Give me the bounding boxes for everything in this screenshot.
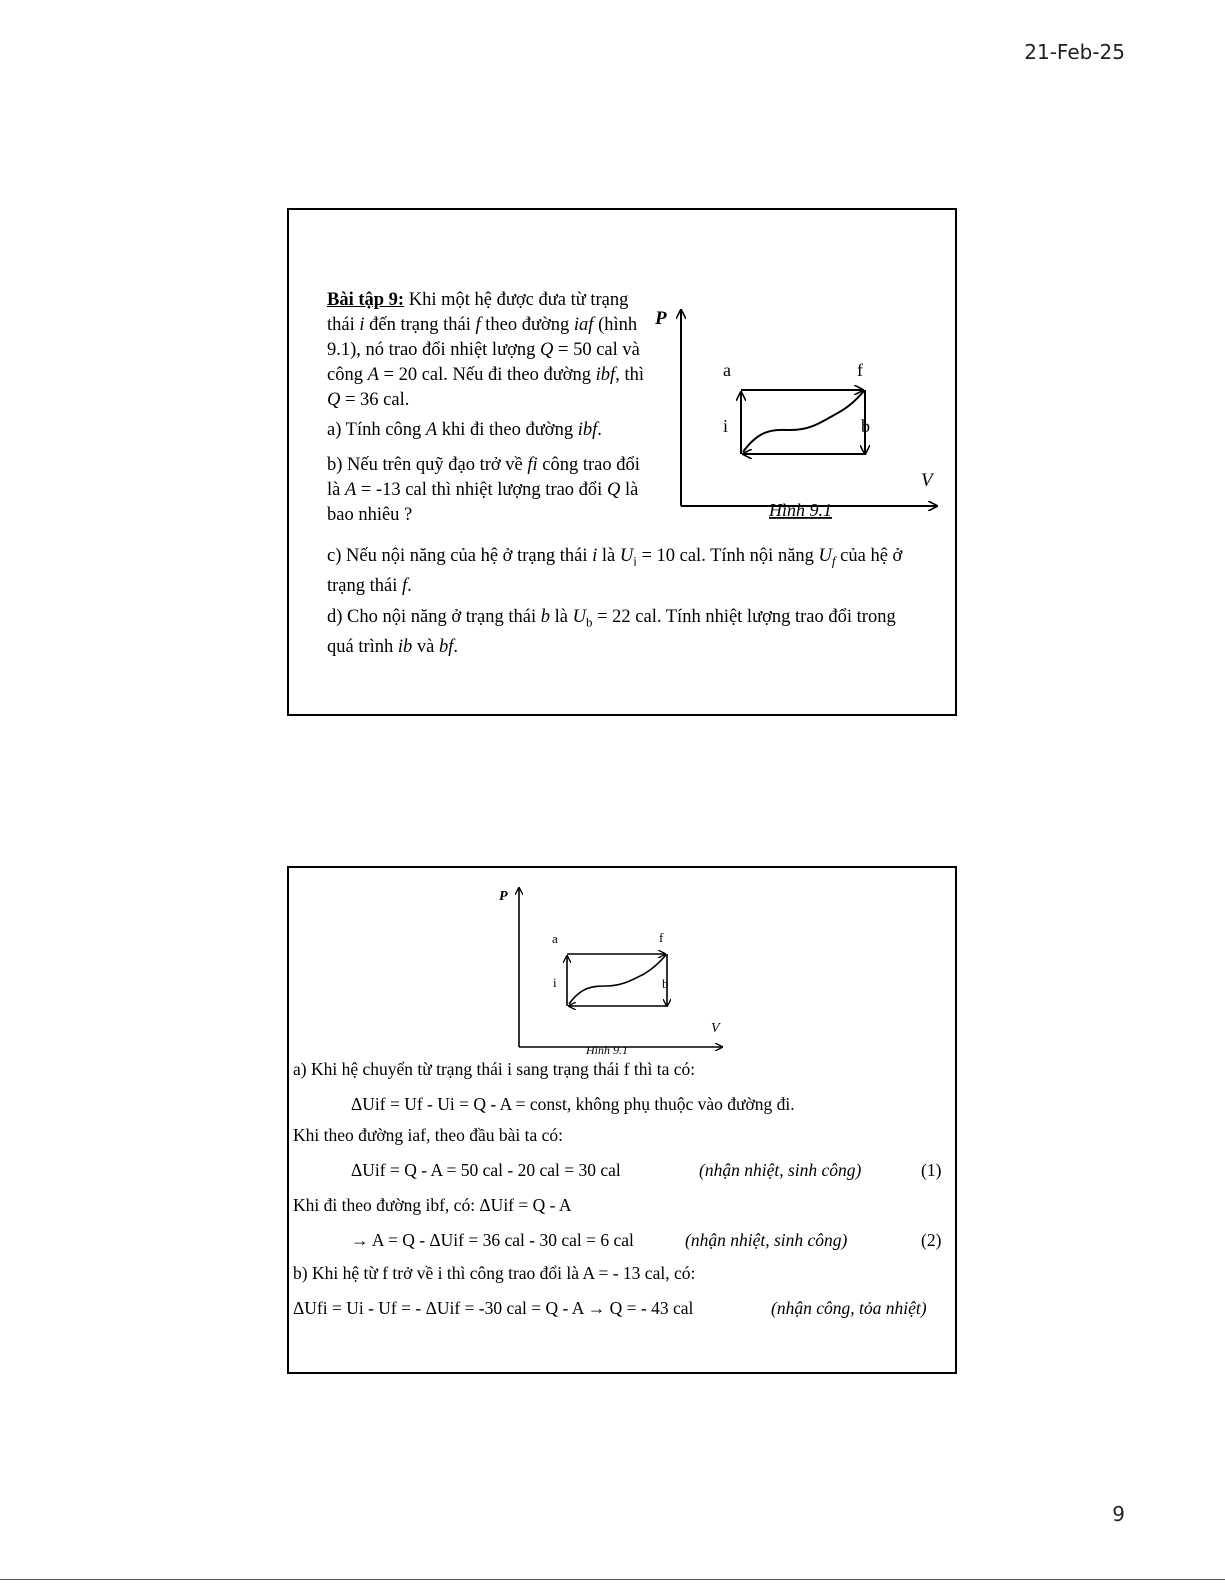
equation-1: ΔUif = Q - A = 50 cal - 20 cal = 30 cal [351, 1160, 621, 1180]
slide-exercise-9 [287, 208, 957, 716]
exercise-statement: Bài tập 9: Khi một hệ được đưa từ trạng thái i đến trạng thái f theo đường iaf (hình 9.1), nó trao đổi nhiệt lượng Q = 50 cal và công A = 20 cal. Nếu đi theo đường ibf, thì Q = 36 cal. [327, 290, 644, 410]
curve-if [569, 955, 666, 1004]
equation-1-number: (1) [921, 1160, 942, 1180]
axis-label-p: P [655, 308, 667, 329]
point-label-b: b [861, 416, 870, 436]
page-bottom-divider [0, 1579, 1225, 1580]
equation-3: ΔUfi = Ui - Uf = - ΔUif = -30 cal = Q - A → Q = - 43 cal [293, 1298, 694, 1318]
exercise-title: Bài tập 9: [327, 290, 405, 310]
axis-label-p: P [499, 889, 508, 904]
slide-solution [287, 866, 957, 1374]
point-label-b: b [662, 976, 669, 991]
question-b: b) Nếu trên quỹ đạo trở về fi công trao đổi là A = -13 cal thì nhiệt lượng trao đổi Q là bao nhiêu ? [327, 455, 640, 525]
point-label-f: f [659, 930, 664, 945]
solution-line-2: ΔUif = Uf - Ui = Q - A = const, không phụ thuộc vào đường đi. [351, 1094, 795, 1114]
solution-line-3: Khi theo đường iaf, theo đầu bài ta có: [293, 1125, 563, 1145]
solution-line-7: b) Khi hệ từ f trở về i thì công trao đổi là A = - 13 cal, có: [293, 1263, 696, 1283]
question-d: d) Cho nội năng ở trạng thái b là $U_b = 22$ cal. Tính nhiệt lượng trao đổi trong quá trình ib và bf. [327, 607, 896, 657]
equation-3-note: (nhận công, tỏa nhiệt) [771, 1298, 927, 1318]
point-label-f: f [857, 360, 863, 380]
equation-2-note: (nhận nhiệt, sinh công) [685, 1230, 848, 1250]
point-label-a: a [723, 360, 731, 380]
figure-caption: Hình 9.1 [586, 1043, 628, 1055]
solution-line-5: Khi đi theo đường ibf, có: ΔUif = Q - A [293, 1195, 572, 1215]
header-date: 21-Feb-25 [1024, 40, 1125, 64]
point-label-i: i [553, 975, 557, 990]
equation-1-note: (nhận nhiệt, sinh công) [699, 1160, 862, 1180]
pv-diagram-figure-small [494, 880, 734, 1055]
figure-caption: Hình 9.1 [769, 500, 832, 520]
curve-if [743, 391, 864, 452]
question-a: a) Tính công A khi đi theo đường ibf. [327, 420, 602, 440]
axis-label-v: V [711, 1021, 720, 1036]
axis-label-v: V [921, 470, 933, 491]
page-number: 9 [1112, 1502, 1125, 1526]
equation-2-number: (2) [921, 1230, 942, 1250]
point-label-i: i [723, 416, 729, 436]
pv-diagram-figure [651, 302, 951, 532]
question-c: c) Nếu nội năng của hệ ở trạng thái i là $U_i = 10$ cal. Tính nội năng $U_f$ của hệ ở trạng thái f. [327, 546, 903, 596]
point-label-a: a [552, 931, 558, 946]
equation-2: → A = Q - ΔUif = 36 cal - 30 cal = 6 cal [351, 1230, 634, 1250]
solution-line-1: a) Khi hệ chuyển từ trạng thái i sang trạng thái f thì ta có: [293, 1059, 696, 1079]
